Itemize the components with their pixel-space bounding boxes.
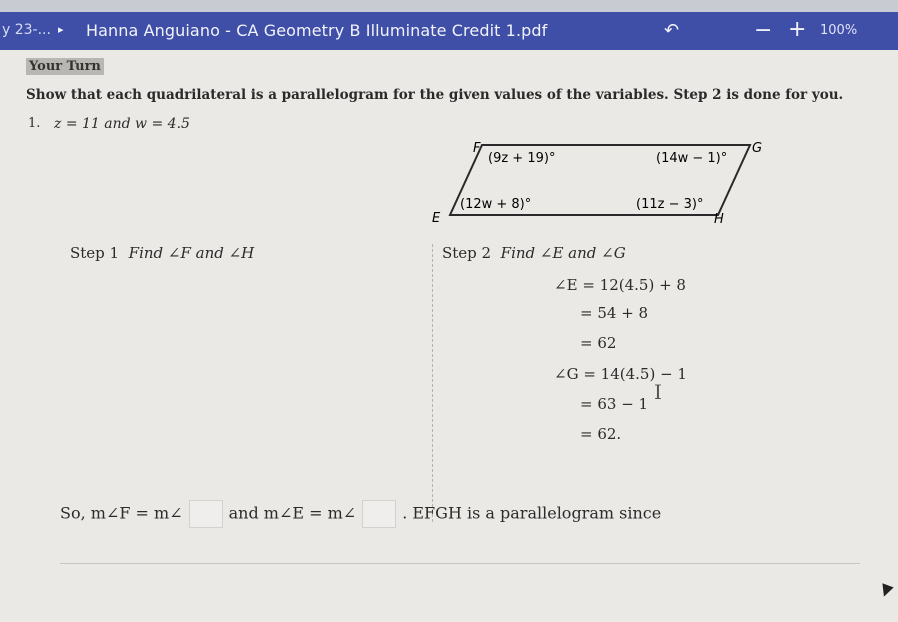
- calc-line: [554, 365, 687, 383]
- answer-line[interactable]: [60, 563, 860, 564]
- calc-rhs: = 54 + 8: [580, 304, 649, 322]
- column-divider: [432, 244, 434, 522]
- calc-line: [554, 276, 686, 294]
- step-2-text: Find ∠E and ∠G: [500, 244, 626, 262]
- calc-line: [580, 334, 616, 352]
- breadcrumb[interactable]: y 23-...: [2, 22, 51, 38]
- angle-answer-box-2[interactable]: [362, 500, 396, 528]
- your-turn-heading: Your Turn: [26, 58, 104, 75]
- document-title: Hanna Anguiano - CA Geometry B Illuminate Credit 1.pdf: [86, 21, 548, 40]
- step-1-text: Find ∠F and ∠H: [128, 244, 255, 262]
- zoom-out-button[interactable]: −: [754, 18, 773, 43]
- zoom-level[interactable]: 100%: [820, 23, 858, 38]
- vertex-g-label: G: [752, 141, 763, 156]
- step-2: [442, 244, 626, 262]
- calc-lhs: ∠G: [554, 365, 579, 383]
- calc-line: [580, 395, 648, 413]
- breadcrumb-arrow-icon: ▸: [58, 23, 64, 36]
- angle-g-label: (14w − 1)°: [656, 151, 728, 166]
- parallelogram-diagram: [420, 130, 780, 230]
- instruction-text: Show that each quadrilateral is a parallelogram for the given values of the variables. Step 2 is done for you.: [26, 87, 844, 103]
- calc-rhs: = 62: [580, 334, 617, 352]
- calc-line: [580, 304, 648, 322]
- calc-rhs: = 63 − 1: [580, 395, 649, 413]
- vertex-h-label: H: [714, 212, 724, 227]
- conclusion-part-1: So, m∠F = m∠: [60, 503, 183, 523]
- calc-rhs: = 14(4.5) − 1: [583, 365, 687, 383]
- angle-e-label: (12w + 8)°: [460, 197, 532, 212]
- step-2-label: Step 2: [442, 244, 492, 262]
- problem-statement: z = 11 and w = 4.5: [54, 116, 190, 132]
- conclusion-part-2: and m∠E = m∠: [228, 503, 357, 523]
- angle-f-label: (9z + 19)°: [488, 151, 556, 166]
- conclusion-part-3: . EFGH is a parallelogram since: [402, 503, 662, 523]
- angle-answer-box-1[interactable]: [189, 500, 223, 528]
- pdf-toolbar: [0, 12, 898, 50]
- calc-line: [580, 425, 621, 443]
- calc-rhs: = 12(4.5) + 8: [582, 276, 686, 294]
- zoom-in-button[interactable]: +: [788, 17, 807, 42]
- angle-h-label: (11z − 3)°: [636, 197, 704, 212]
- calc-lhs: ∠E: [554, 276, 578, 294]
- vertex-e-label: E: [432, 211, 441, 226]
- problem-number: 1.: [28, 116, 41, 131]
- calc-rhs: = 62.: [580, 425, 622, 443]
- undo-icon[interactable]: ↶: [664, 20, 680, 41]
- step-1: [70, 244, 254, 262]
- conclusion-sentence: [60, 500, 661, 528]
- text-cursor-icon: I: [654, 380, 662, 404]
- step-1-label: Step 1: [70, 244, 120, 262]
- vertex-f-label: F: [473, 141, 481, 156]
- window-top-strip: [0, 0, 898, 12]
